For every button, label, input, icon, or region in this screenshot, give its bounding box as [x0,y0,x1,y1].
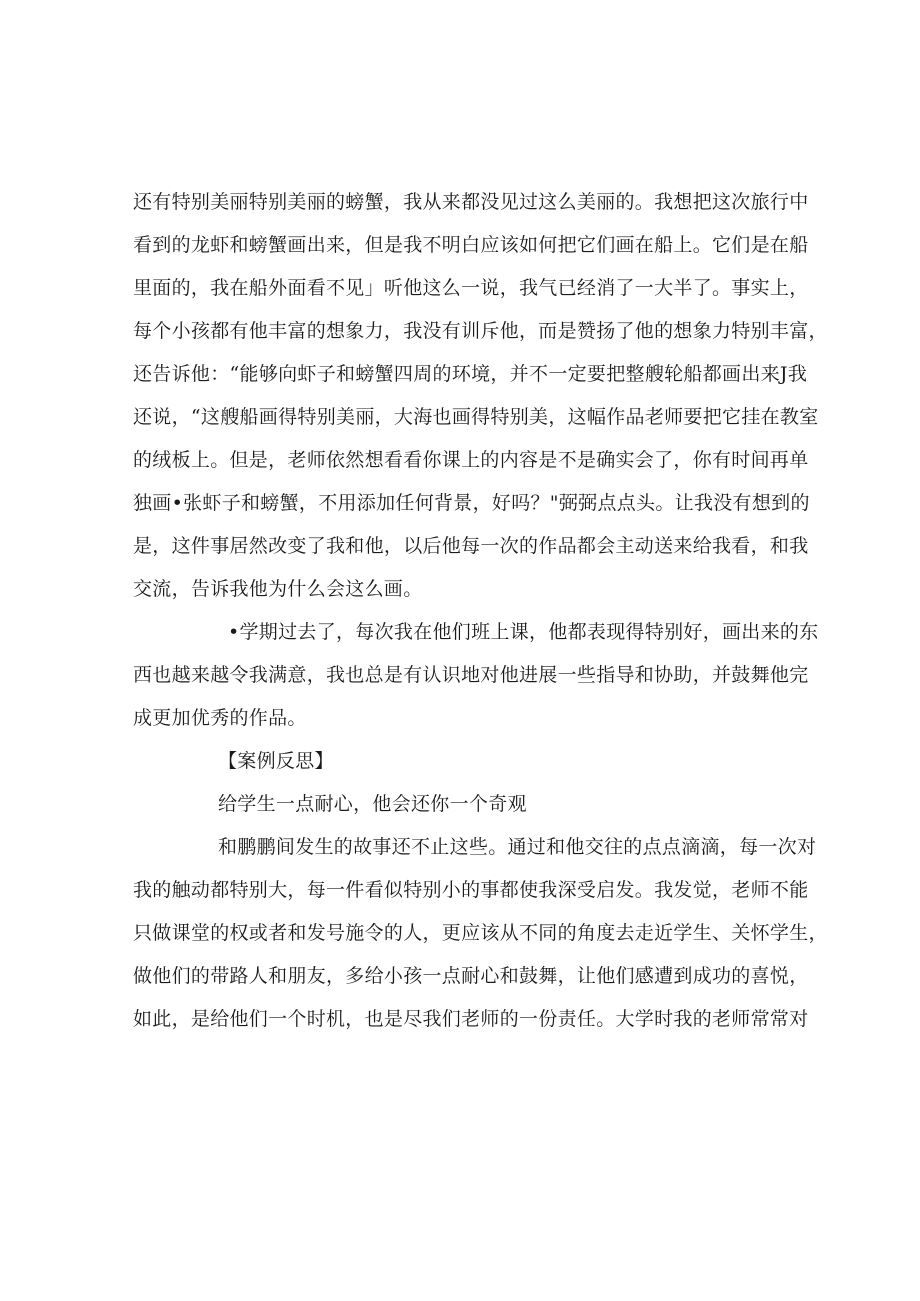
paragraph-1-line-5: 还告诉他：“能够向虾子和螃蟹四周的环境，并不一定要把整艘轮船都画出来J我 [133,363,808,385]
paragraph-1-line-3: 里面的，我在船外面看不见」听他这么一说，我气已经消了一大半了。事实上， [133,277,809,299]
section-heading: 【案例反思】 [218,750,334,772]
paragraph-2-line-2: 西也越来越令我满意，我也总是有认识地对他进展一些指导和协助，并鼓舞他完 [133,664,809,686]
paragraph-1-line-7: 的绒板上。但是，老师依然想看看你课上的内容是不是确实会了，你有时间再单 [133,449,809,471]
paragraph-3-line-2: 我的触动都特别大，每一件看似特别小的事都使我深受启发。我发觉，老师不能 [133,879,809,901]
paragraph-1-line-8: 独画•张虾子和螃蟹，不用添加任何背景，好吗？"弼弼点点头。让我没有想到的 [133,492,810,514]
paragraph-1-line-2: 看到的龙虾和螃蟹画出来，但是我不明白应该如何把它们画在船上。它们是在船 [133,234,809,256]
paragraph-3-line-1: 和鹏鹏间发生的故事还不止这些。通过和他交往的点点滴滴，每一次对 [218,836,817,858]
paragraph-1-line-1: 还有特别美丽特别美丽的螃蟹，我从来都没见过这么美丽的。我想把这次旅行中 [133,191,809,213]
paragraph-1-line-10: 交流，告诉我他为什么会这么画。 [133,578,423,600]
paragraph-2-line-1: •学期过去了，每次我在他们班上课，他都表现得特别好，画出来的东 [228,621,819,643]
paragraph-3-line-5: 如此，是给他们一个时机，也是尽我们老师的一份责任。大学时我的老师常常对 [133,1008,809,1030]
subheading: 给学生一点耐心，他会还你一个奇观 [218,793,527,815]
paragraph-1-line-4: 每个小孩都有他丰富的想象力，我没有训斥他，而是赞扬了他的想象力特别丰富， [133,320,828,342]
paragraph-1-line-6: 还说，“这艘船画得特别美丽，大海也画得特别美，这幅作品老师要把它挂在教室 [133,406,819,428]
paragraph-1-line-9: 是，这件事居然改变了我和他，以后他每一次的作品都会主动送来给我看，和我 [133,535,809,557]
paragraph-3-line-4: 做他们的带路人和朋友，多给小孩一点耐心和鼓舞，让他们感遭到成功的喜悦， [133,965,809,987]
paragraph-3-line-3: 只做课堂的权或者和发号施令的人，更应该从不同的角度去走近学生、关怀学生， [133,922,828,944]
paragraph-2-line-3: 成更加优秀的作品。 [133,707,307,729]
